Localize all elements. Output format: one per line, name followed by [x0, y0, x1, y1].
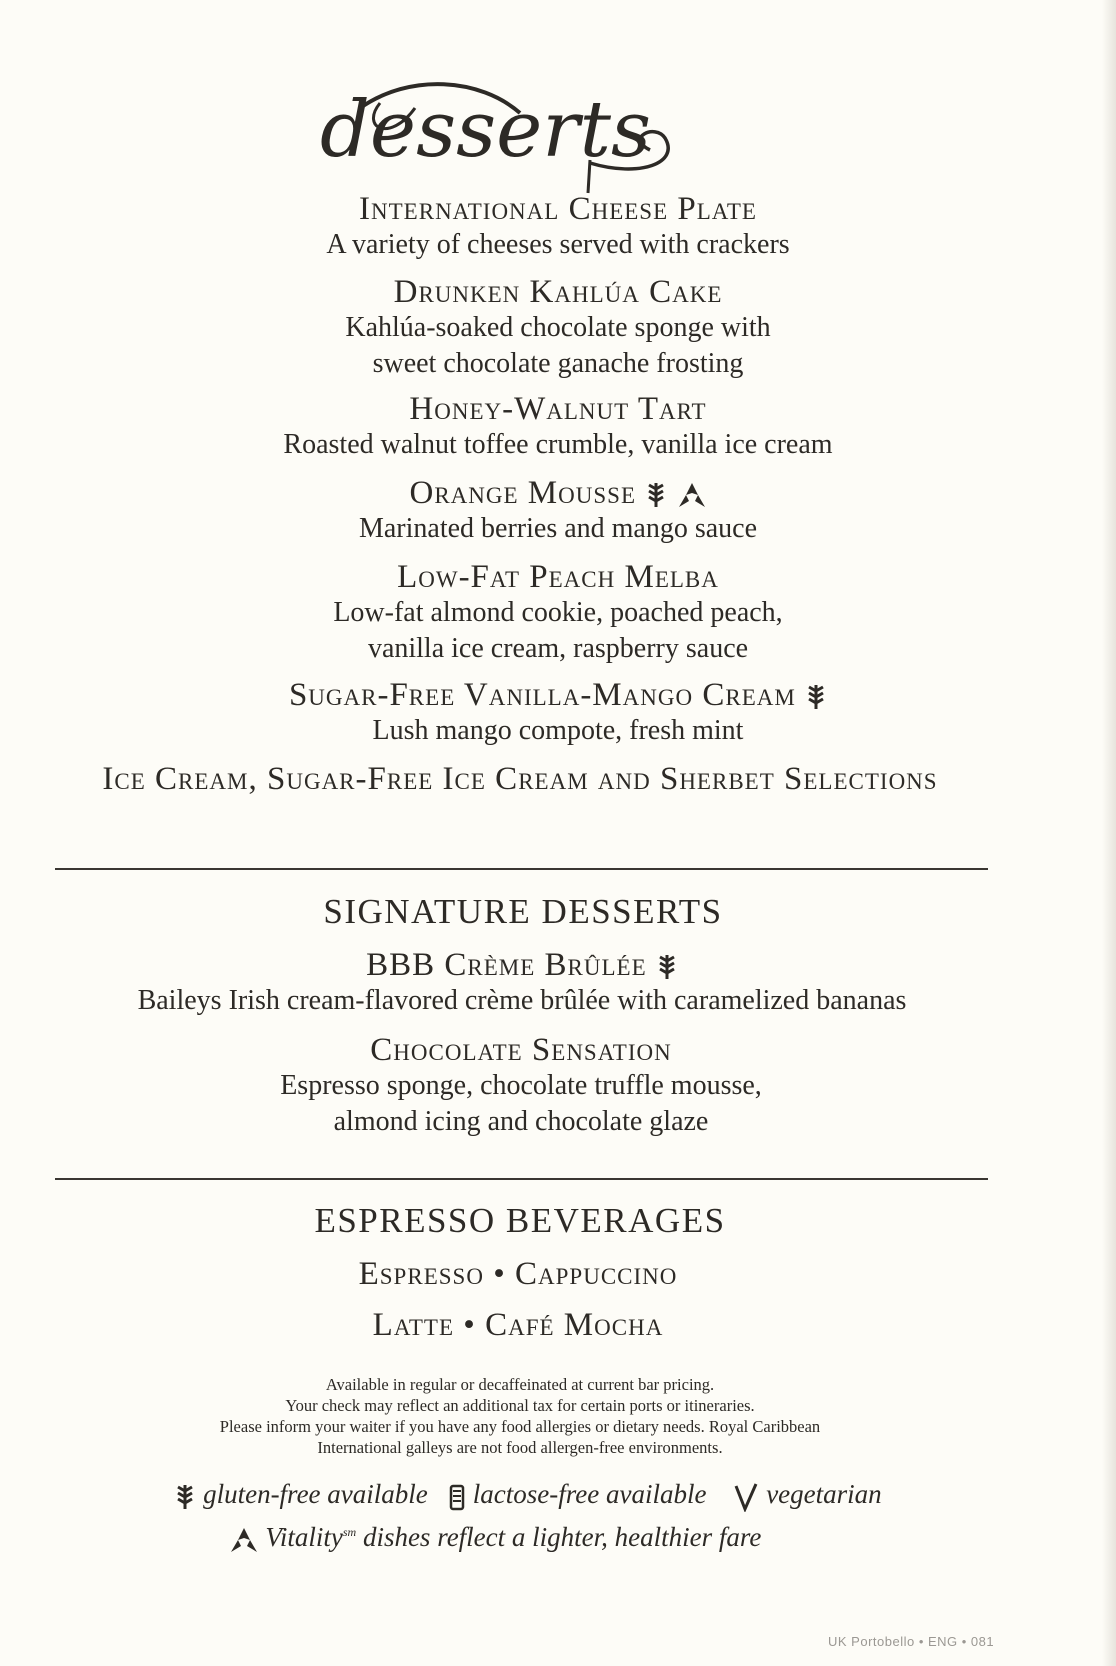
legend-gluten-free: gluten-free available: [203, 1479, 428, 1509]
item-kahlua-cake: [0, 274, 1116, 382]
item-title: Orange Mousse: [409, 475, 636, 511]
item-desc: Marinated berries and mango sauce: [358, 513, 758, 544]
scan-edge-shadow: [1102, 0, 1116, 1666]
item-desc: almond icing and chocolate glaze: [333, 1106, 709, 1137]
item-title: Sugar-Free Vanilla-Mango Cream: [288, 677, 796, 713]
vegetarian-icon: [733, 1482, 759, 1512]
fine-print: [0, 1374, 1078, 1458]
section-heading: ESPRESSO BEVERAGES: [314, 1201, 726, 1240]
item-desc: Roasted walnut toffee crumble, vanilla ice cream: [283, 429, 833, 460]
espresso-line-2: [0, 1307, 1076, 1343]
beverage-name: Cappuccino: [515, 1256, 678, 1292]
item-desc: Low-fat almond cookie, poached peach,: [333, 597, 783, 628]
beverage-name: Café Mocha: [485, 1307, 664, 1343]
service-mark: sm: [342, 1525, 357, 1539]
item-desc: A variety of cheeses served with crackers: [326, 229, 790, 260]
legend-vitality-name: Vitality: [265, 1522, 343, 1552]
gluten-free-icon: [174, 1482, 196, 1512]
item-creme-brulee: [0, 947, 1080, 1019]
item-title: Low-Fat Peach Melba: [397, 559, 719, 595]
section-heading: SIGNATURE DESSERTS: [323, 892, 723, 931]
espresso-section: [0, 1201, 1078, 1241]
signature-section: [0, 892, 1081, 932]
fine-print-line: Your check may reflect an additional tax for certain ports or itineraries.: [285, 1396, 755, 1415]
item-title: Honey-Walnut Tart: [409, 391, 707, 427]
espresso-line-1: [0, 1256, 1076, 1292]
item-cheese-plate: [0, 191, 1116, 263]
item-title: Chocolate Sensation: [370, 1032, 672, 1068]
item-desc: Kahlúa-soaked chocolate sponge with: [345, 312, 771, 343]
bullet-separator: •: [493, 1256, 506, 1292]
item-desc: Lush mango compote, fresh mint: [372, 715, 744, 746]
item-title: BBB Crème Brûlée: [366, 947, 647, 983]
item-vanilla-mango-cream: [0, 677, 1116, 749]
item-title-row: [0, 475, 1116, 511]
lactose-free-icon: [448, 1482, 466, 1512]
item-peach-melba: [0, 559, 1116, 667]
item-title: Drunken Kahlúa Cake: [393, 274, 723, 310]
desserts-title-text: desserts: [320, 85, 651, 175]
item-orange-mousse: [0, 475, 1116, 547]
section-divider: [55, 868, 988, 870]
legend-row-1: [0, 1475, 1086, 1513]
fine-print-line: International galleys are not food allergen-free environments.: [317, 1438, 723, 1457]
vitality-icon: [229, 1525, 259, 1555]
beverage-name: Espresso: [358, 1256, 484, 1292]
fine-print-line: Available in regular or decaffeinated at current bar pricing.: [325, 1375, 715, 1394]
vitality-icon: [677, 481, 707, 509]
fine-print-line: Please inform your waiter if you have any food allergies or dietary needs. Royal Caribbean: [219, 1417, 821, 1436]
bullet-separator: •: [463, 1307, 476, 1343]
footer-code: UK Portobello • ENG • 081: [828, 1634, 995, 1649]
item-desc: sweet chocolate ganache frosting: [372, 348, 744, 379]
item-ice-cream-selections: [0, 761, 1078, 797]
item-chocolate-sensation: [0, 1032, 1079, 1140]
legend-lactose-free: lactose-free available: [472, 1479, 707, 1509]
item-title-row: [0, 947, 1080, 983]
legend-vegetarian: vegetarian: [766, 1479, 882, 1509]
section-divider: [55, 1178, 988, 1180]
gluten-free-icon: [645, 481, 667, 509]
item-desc: vanilla ice cream, raspberry sauce: [367, 633, 749, 664]
gluten-free-icon: [805, 683, 827, 711]
legend-vitality-text: dishes reflect a lighter, healthier fare: [362, 1522, 762, 1552]
item-title-row: [0, 677, 1116, 713]
gluten-free-icon: [656, 953, 678, 981]
item-desc: Baileys Irish cream-flavored crème brûlée with caramelized bananas: [137, 985, 907, 1016]
desserts-script-title: [320, 68, 740, 198]
item-title: International Cheese Plate: [359, 191, 757, 227]
item-honey-walnut-tart: [0, 391, 1116, 463]
item-title: Ice Cream, Sugar-Free Ice Cream and Sherbet Selections: [102, 761, 938, 797]
legend-row-2: [0, 1513, 1053, 1556]
beverage-name: Latte: [372, 1307, 455, 1343]
item-desc: Espresso sponge, chocolate truffle mousse,: [280, 1070, 762, 1101]
